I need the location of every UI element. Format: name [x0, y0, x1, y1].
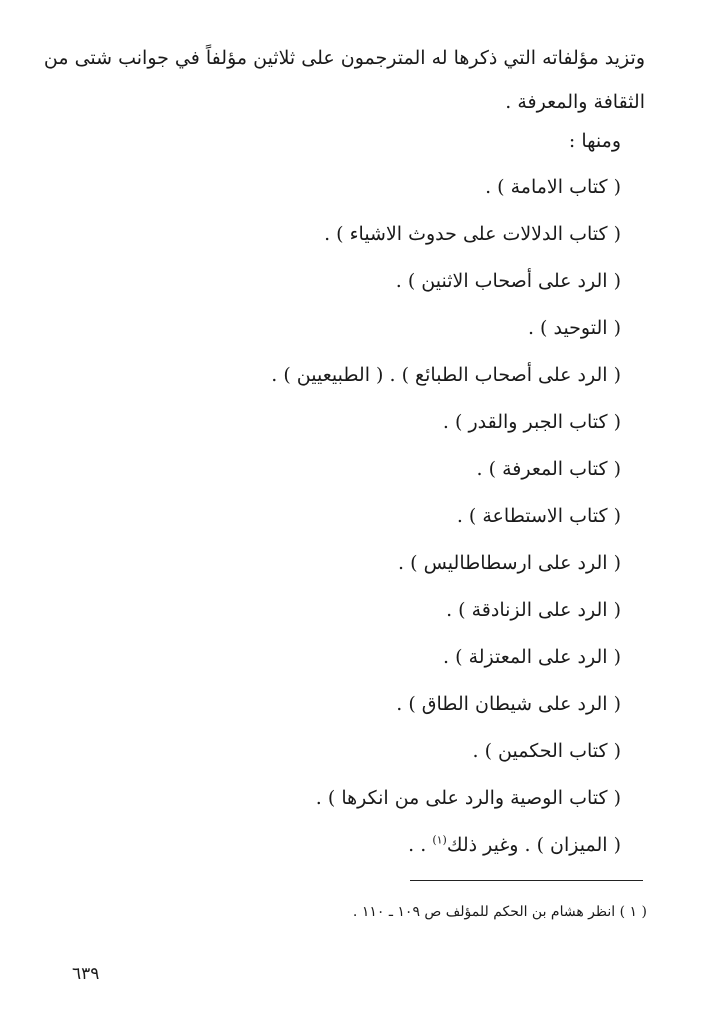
work-item: ( كتاب الامامة ) . — [485, 176, 621, 198]
last-work-text: ( الميزان ) . وغير ذلك — [446, 834, 621, 856]
work-item-last — [271, 830, 621, 877]
works-list — [271, 172, 621, 877]
work-item: ( الرد على ارسطاطاليس ) . — [398, 552, 621, 574]
work-item: ( كتاب الحكمين ) . — [472, 740, 621, 762]
work-item: ( كتاب الدلالات على حدوث الاشياء ) . — [324, 223, 621, 245]
work-item: ( الرد على أصحاب الطبائع ) . ( الطبيعيين ) . — [271, 364, 621, 386]
intro-paragraph — [43, 36, 645, 124]
work-item: ( كتاب الاستطاعة ) . — [456, 505, 621, 527]
intro-line-1: وتزيد مؤلفاته التي ذكرها له المترجمون على ثلاثين مؤلفاً في جوانب شتى من — [43, 47, 645, 69]
footnote-divider — [410, 880, 643, 881]
page-number: ٦٣٩ — [72, 964, 100, 984]
work-item: ( الرد على المعتزلة ) . — [443, 646, 621, 668]
work-item: ( كتاب المعرفة ) . — [476, 458, 621, 480]
work-item: ( الرد على الزنادقة ) . — [446, 599, 621, 621]
work-item: ( الرد على أصحاب الاثنين ) . — [395, 270, 621, 292]
footnote-reference[interactable]: (١) — [432, 833, 447, 847]
intro-line-2: الثقافة والمعرفة . — [505, 91, 645, 113]
work-item: ( كتاب الوصية والرد على من انكرها ) . — [315, 787, 621, 809]
last-work-suffix: . . — [408, 834, 427, 856]
footnote-text: ( ١ ) انظر هشام بن الحكم للمؤلف ص ١٠٩ ـ ١١٠ . — [352, 904, 647, 920]
work-item: ( التوحيد ) . — [527, 317, 621, 339]
works-heading: ومنها : — [568, 130, 621, 152]
work-item: ( كتاب الجبر والقدر ) . — [442, 411, 621, 433]
work-item: ( الرد على شيطان الطاق ) . — [396, 693, 621, 715]
